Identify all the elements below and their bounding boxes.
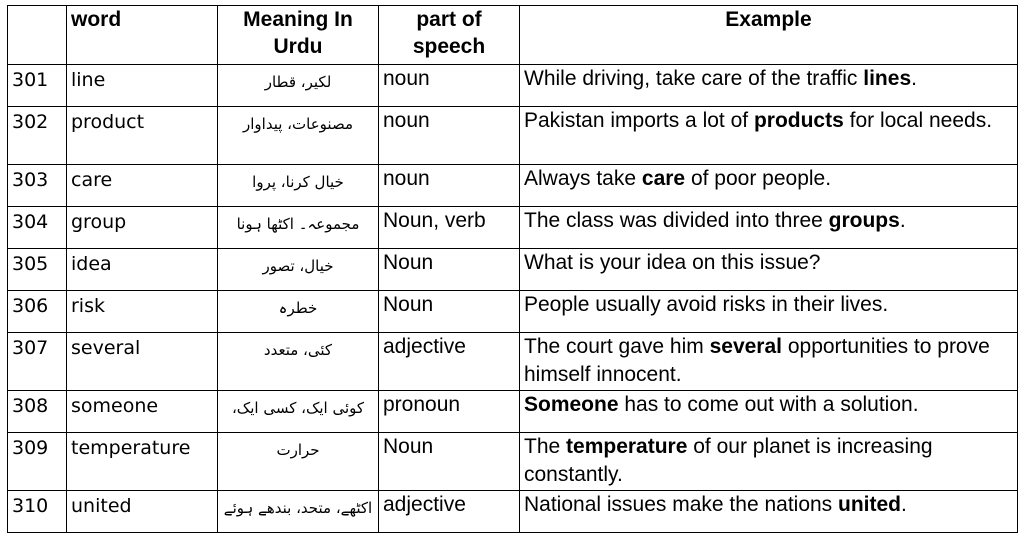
row-number: 307: [8, 333, 67, 391]
row-example: [520, 491, 1018, 533]
table-row: [8, 65, 1018, 107]
row-example: [520, 165, 1018, 207]
header-num: [8, 6, 67, 65]
example-text: Always take: [524, 167, 642, 190]
row-urdu-meaning: خطرہ: [218, 291, 379, 333]
header-word: word: [67, 6, 218, 65]
example-text: People usually avoid risks in their lives.: [524, 293, 889, 316]
row-urdu-meaning: خیال، تصور: [218, 249, 379, 291]
example-keyword: products: [753, 109, 844, 132]
row-number: 303: [8, 165, 67, 207]
example-text: opportunities to prove himself innocent.: [524, 335, 990, 386]
header-example: Example: [520, 6, 1018, 65]
row-example: [520, 433, 1018, 491]
row-part-of-speech: noun: [379, 65, 520, 107]
row-number: 306: [8, 291, 67, 333]
row-urdu-meaning: خیال کرنا، پروا: [218, 165, 379, 207]
example-text: The court gave him: [524, 335, 710, 358]
row-urdu-meaning: لکیر، قطار: [218, 65, 379, 107]
row-part-of-speech: adjective: [379, 491, 520, 533]
row-number: 309: [8, 433, 67, 491]
vocabulary-table: [7, 5, 1018, 533]
table-row: [8, 391, 1018, 433]
row-number: 305: [8, 249, 67, 291]
header-meaning: Meaning In Urdu: [218, 6, 379, 65]
table-row: [8, 207, 1018, 249]
header-part-of-speech: part of speech: [379, 6, 520, 65]
row-word: group: [67, 207, 218, 249]
example-keyword: temperature: [566, 435, 688, 458]
example-keyword: groups: [828, 209, 900, 232]
example-text: of poor people.: [685, 167, 832, 190]
row-part-of-speech: Noun: [379, 433, 520, 491]
row-word: united: [67, 491, 218, 533]
row-number: 304: [8, 207, 67, 249]
table-row: [8, 249, 1018, 291]
row-urdu-meaning: کئی، متعدد: [218, 333, 379, 391]
row-urdu-meaning: حرارت: [218, 433, 379, 491]
row-part-of-speech: Noun: [379, 291, 520, 333]
example-keyword: united: [838, 493, 902, 516]
table-row: [8, 107, 1018, 165]
row-example: [520, 249, 1018, 291]
example-keyword: lines: [863, 67, 912, 90]
row-example: [520, 333, 1018, 391]
row-part-of-speech: noun: [379, 107, 520, 165]
row-part-of-speech: noun: [379, 165, 520, 207]
table-row: [8, 491, 1018, 533]
header-row: [8, 6, 1018, 65]
row-part-of-speech: Noun: [379, 249, 520, 291]
row-number: 301: [8, 65, 67, 107]
table-row: [8, 433, 1018, 491]
example-text: of our planet is increasing constantly.: [524, 435, 933, 486]
row-urdu-meaning: اکٹھے، متحد، بندھے ہوئے: [218, 491, 379, 533]
row-example: [520, 207, 1018, 249]
example-keyword: care: [641, 167, 686, 190]
row-number: 308: [8, 391, 67, 433]
example-keyword: several: [709, 335, 782, 358]
table-row: [8, 291, 1018, 333]
row-word: several: [67, 333, 218, 391]
row-urdu-meaning: مصنوعات، پیداوار: [218, 107, 379, 165]
row-number: 310: [8, 491, 67, 533]
row-number: 302: [8, 107, 67, 165]
example-text: The: [524, 435, 567, 458]
row-word: line: [67, 65, 218, 107]
row-example: [520, 391, 1018, 433]
example-text: The class was divided into three: [524, 209, 829, 232]
example-text: What is your idea on this issue?: [524, 251, 821, 274]
example-keyword: Someone: [524, 393, 619, 416]
row-word: product: [67, 107, 218, 165]
example-text: National issues make the nations: [524, 493, 839, 516]
row-word: idea: [67, 249, 218, 291]
example-text: Pakistan imports a lot of: [524, 109, 754, 132]
row-word: temperature: [67, 433, 218, 491]
example-text: While driving, take care of the traffic: [524, 67, 864, 90]
example-text: .: [911, 67, 917, 90]
example-text: for local needs.: [843, 109, 993, 132]
row-example: [520, 291, 1018, 333]
row-word: risk: [67, 291, 218, 333]
table-row: [8, 333, 1018, 391]
example-text: .: [899, 209, 906, 232]
row-example: [520, 107, 1018, 165]
example-text: has to come out with a solution.: [618, 393, 919, 416]
row-word: someone: [67, 391, 218, 433]
row-part-of-speech: Noun, verb: [379, 207, 520, 249]
row-part-of-speech: pronoun: [379, 391, 520, 433]
table-row: [8, 165, 1018, 207]
row-example: [520, 65, 1018, 107]
example-text: .: [901, 493, 907, 516]
row-part-of-speech: adjective: [379, 333, 520, 391]
row-urdu-meaning: کوئی ایک، کسی ایک،: [218, 391, 379, 433]
row-urdu-meaning: مجموعہ۔ اکٹھا ہونا: [218, 207, 379, 249]
row-word: care: [67, 165, 218, 207]
